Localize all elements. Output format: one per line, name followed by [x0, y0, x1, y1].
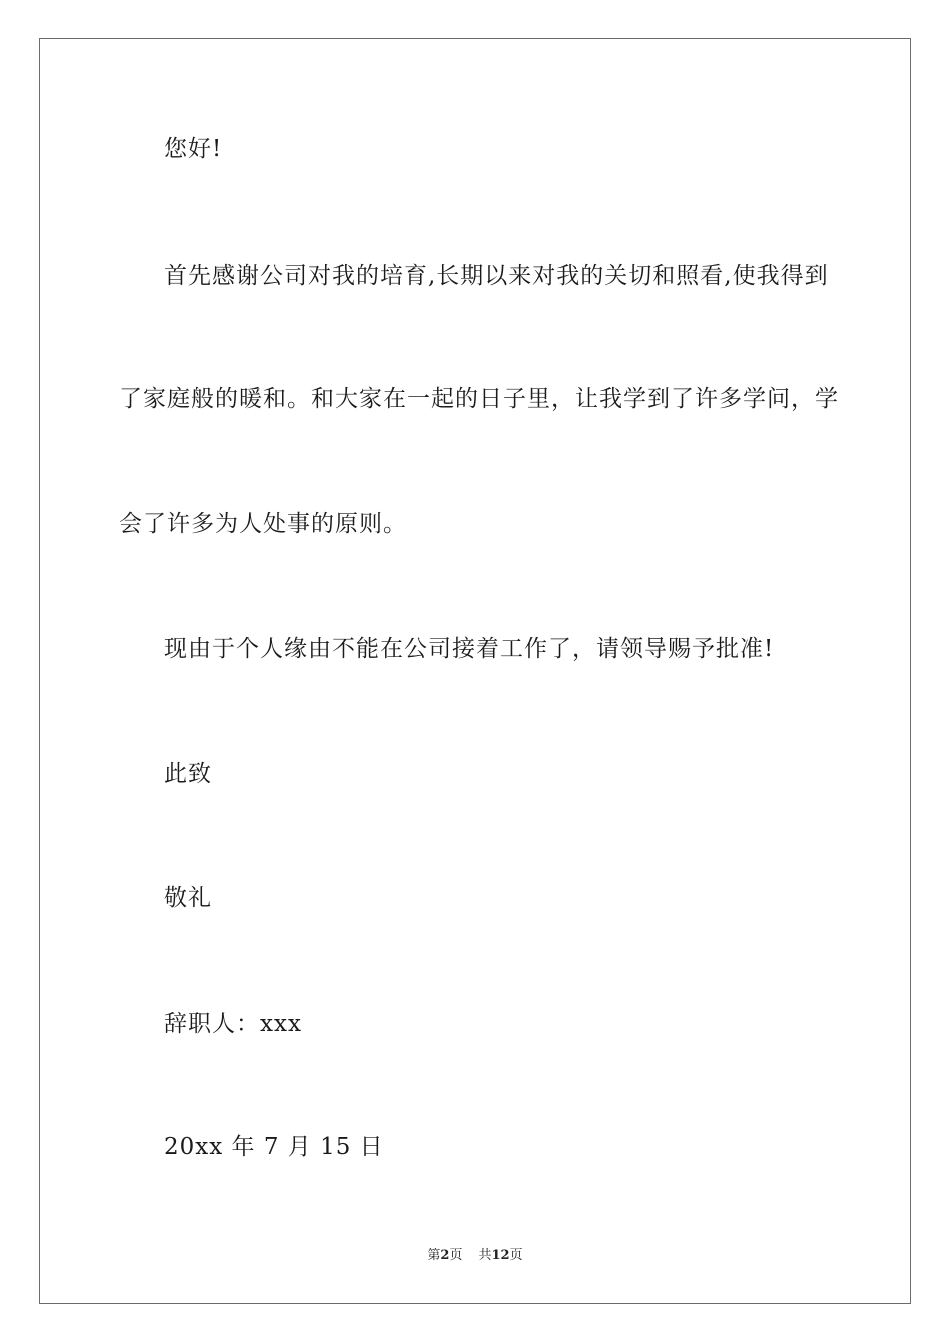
- page-number: 2: [440, 1248, 450, 1263]
- date-line: 20xx 年 7 月 15 日: [164, 1134, 384, 1160]
- closing-regards: 敬礼: [164, 885, 212, 911]
- total-suffix: 页: [509, 1248, 523, 1263]
- page-prefix: 第: [427, 1248, 441, 1263]
- paragraph-1-line-3: 会了许多为人处事的原则。: [119, 511, 407, 537]
- signature-line: 辞职人：xxx: [164, 1011, 302, 1037]
- total-pages: 12: [491, 1248, 510, 1263]
- total-prefix: 共: [478, 1248, 492, 1263]
- paragraph-1-line-2: 了家庭般的暖和。和大家在一起的日子里，让我学到了许多学问，学: [119, 386, 839, 412]
- page-border: [39, 38, 911, 1304]
- page-suffix: 页: [449, 1248, 463, 1263]
- closing-salutation: 此致: [164, 761, 212, 787]
- page-footer: [0, 1247, 950, 1265]
- greeting-text: 您好!: [164, 136, 223, 162]
- paragraph-1-line-1: 首先感谢公司对我的培育,长期以来对我的关切和照看,使我得到: [164, 263, 829, 289]
- paragraph-2-text: 现由于个人缘由不能在公司接着工作了，请领导赐予批准!: [164, 636, 775, 662]
